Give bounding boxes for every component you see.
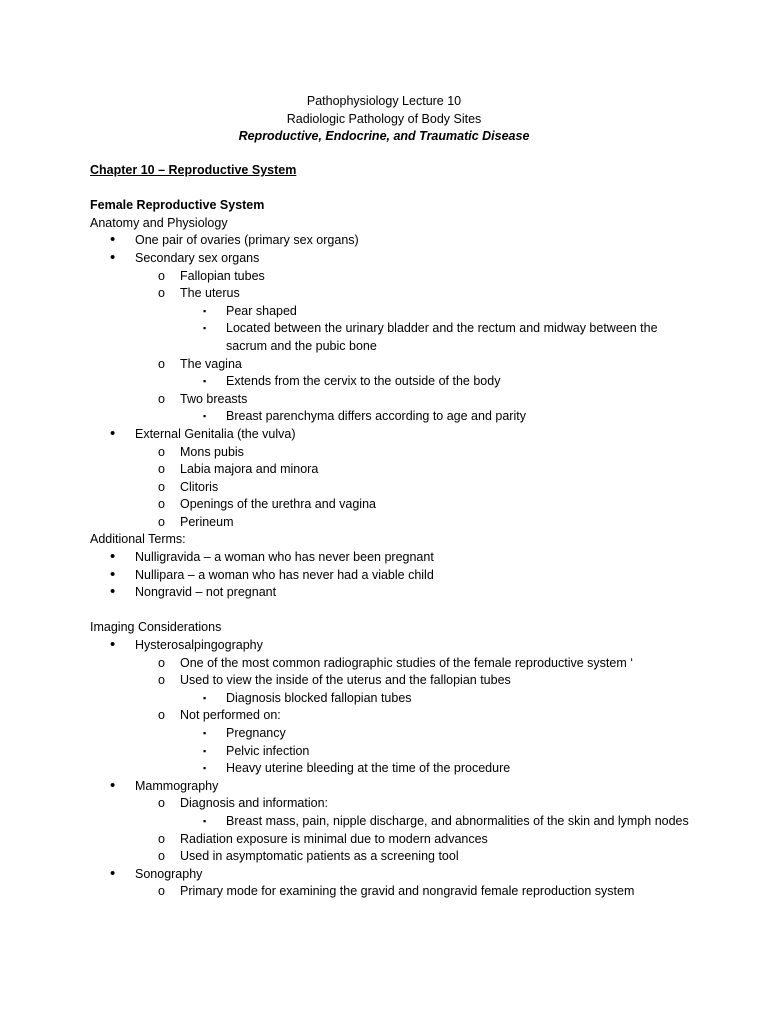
list-item-text: One of the most common radiographic studies of the female reproductive system ‘: [180, 655, 633, 670]
list-item-text: Breast parenchyma differs according to age and parity: [226, 409, 526, 424]
circle-marker: o: [158, 673, 165, 688]
list-item: [90, 303, 690, 321]
list-item-text: Located between the urinary bladder and the rectum and midway between the sacrum and the pubic bone: [226, 321, 658, 353]
subsection-heading: Imaging Considerations: [90, 620, 222, 635]
bullet-marker: •: [110, 864, 116, 882]
list-item-text: Extends from the cervix to the outside of the body: [226, 374, 501, 389]
list-item-text: Mammography: [135, 778, 219, 793]
list-item: [90, 461, 690, 479]
list-item: [90, 795, 690, 813]
list-item-text: Secondary sex organs: [135, 250, 260, 265]
list-item-text: Pregnancy: [226, 726, 286, 740]
square-marker: ▪: [203, 692, 207, 703]
section-heading: Female Reproductive System: [90, 198, 265, 213]
list-item-text: Labia majora and minora: [180, 462, 319, 477]
spacer: [90, 180, 690, 198]
list-item: [90, 813, 690, 831]
list-item: [90, 373, 690, 391]
list-item-text: Nullipara – a woman who has never had a viable child: [135, 567, 434, 582]
square-marker: ▪: [203, 323, 207, 334]
circle-marker: o: [158, 356, 165, 371]
list-item-text: Nongravid – not pregnant: [135, 585, 277, 600]
square-marker: ▪: [203, 815, 207, 826]
document-body: [90, 162, 690, 901]
list-item-text: Breast mass, pain, nipple discharge, and abnormalities of the skin and lymph nodes: [226, 813, 689, 828]
list-item: [90, 426, 690, 444]
list-item: [90, 356, 690, 374]
list-item: [90, 883, 690, 901]
list-item: [90, 408, 690, 426]
circle-marker: o: [158, 479, 165, 494]
list-item: [90, 514, 690, 532]
bullet-marker: •: [110, 565, 116, 583]
bullet-marker: •: [110, 636, 116, 654]
list-item-text: One pair of ovaries (primary sex organs): [135, 233, 359, 248]
list-item-text: Mons pubis: [180, 444, 244, 459]
list-item: [90, 250, 690, 268]
list-item-text: Used in asymptomatic patients as a screening tool: [180, 849, 459, 864]
circle-marker: o: [158, 831, 165, 846]
list-item-text: Sonography: [135, 866, 203, 881]
list-item: [90, 672, 690, 690]
list-item: [90, 760, 690, 778]
list-item-text: External Genitalia (the vulva): [135, 426, 296, 441]
list-item: [90, 707, 690, 725]
circle-marker: o: [158, 655, 165, 670]
list-item: [90, 848, 690, 866]
bullet-marker: •: [110, 231, 116, 249]
lecture-topic: Reproductive, Endocrine, and Traumatic Disease: [238, 129, 530, 144]
bullet-marker: •: [110, 583, 116, 601]
chapter-heading: Chapter 10 – Reproductive System: [90, 163, 297, 177]
circle-marker: o: [158, 268, 165, 283]
subsection-heading: Anatomy and Physiology: [90, 215, 228, 230]
list-item: [90, 479, 690, 497]
list-item-text: Openings of the urethra and vagina: [180, 497, 376, 512]
spacer: [90, 602, 690, 620]
list-item: [90, 743, 690, 761]
list-item-text: Diagnosis blocked fallopian tubes: [226, 690, 412, 705]
bullet-marker: •: [110, 424, 116, 442]
list-item: [90, 391, 690, 409]
list-item-text: Heavy uterine bleeding at the time of the procedure: [226, 761, 511, 776]
circle-marker: o: [158, 796, 165, 811]
list-item-text: Pear shaped: [226, 303, 297, 318]
list-item: [90, 831, 690, 849]
list-item: [90, 444, 690, 462]
square-marker: ▪: [203, 376, 207, 387]
square-marker: ▪: [203, 411, 207, 422]
circle-marker: o: [158, 514, 165, 529]
list-item: [90, 496, 690, 514]
list-item-text: The uterus: [180, 286, 240, 301]
list-item: [90, 655, 690, 673]
square-marker: ▪: [203, 305, 207, 316]
list-item-text: Fallopian tubes: [180, 268, 265, 283]
list-item-text: Radiation exposure is minimal due to modern advances: [180, 831, 488, 846]
bullet-marker: •: [110, 776, 116, 794]
list-item-text: Perineum: [180, 514, 234, 529]
square-marker: ▪: [203, 728, 207, 738]
circle-marker: o: [158, 444, 165, 459]
lecture-title: Pathophysiology Lecture 10: [306, 94, 462, 108]
list-item-text: Diagnosis and information:: [180, 796, 328, 811]
circle-marker: o: [158, 497, 165, 512]
list-item-text: Clitoris: [180, 479, 219, 494]
list-item: [90, 285, 690, 303]
circle-marker: o: [158, 462, 165, 477]
list-item-text: The vagina: [180, 356, 242, 371]
list-item: [90, 725, 690, 743]
list-item: [90, 584, 690, 602]
list-item-text: Hysterosalpingography: [135, 638, 263, 653]
lecture-subtitle: Radiologic Pathology of Body Sites: [286, 111, 482, 126]
list-item: [90, 268, 690, 286]
list-item-text: Used to view the inside of the uterus and the fallopian tubes: [180, 673, 511, 688]
circle-marker: o: [158, 884, 165, 899]
list-item: [90, 778, 690, 796]
list-item: [90, 690, 690, 708]
subsection-heading: Additional Terms:: [90, 532, 186, 547]
document-header: [0, 93, 768, 146]
square-marker: ▪: [203, 745, 207, 756]
list-item-text: Not performed on:: [180, 708, 281, 723]
list-item-text: Pelvic infection: [226, 743, 310, 758]
circle-marker: o: [158, 708, 165, 723]
square-marker: ▪: [203, 763, 207, 774]
circle-marker: o: [158, 391, 165, 406]
list-item: [90, 637, 690, 655]
list-item: [90, 232, 690, 250]
circle-marker: o: [158, 286, 165, 301]
list-item-text: Nulligravida – a woman who has never been pregnant: [135, 550, 434, 565]
list-item: [90, 549, 690, 567]
list-item: [90, 320, 690, 355]
list-item-text: Two breasts: [180, 391, 248, 406]
circle-marker: o: [158, 849, 165, 864]
list-item-text: Primary mode for examining the gravid and nongravid female reproduction system: [180, 884, 635, 899]
list-item: [90, 866, 690, 884]
bullet-marker: •: [110, 248, 116, 266]
bullet-marker: •: [110, 548, 116, 566]
list-item: [90, 567, 690, 585]
